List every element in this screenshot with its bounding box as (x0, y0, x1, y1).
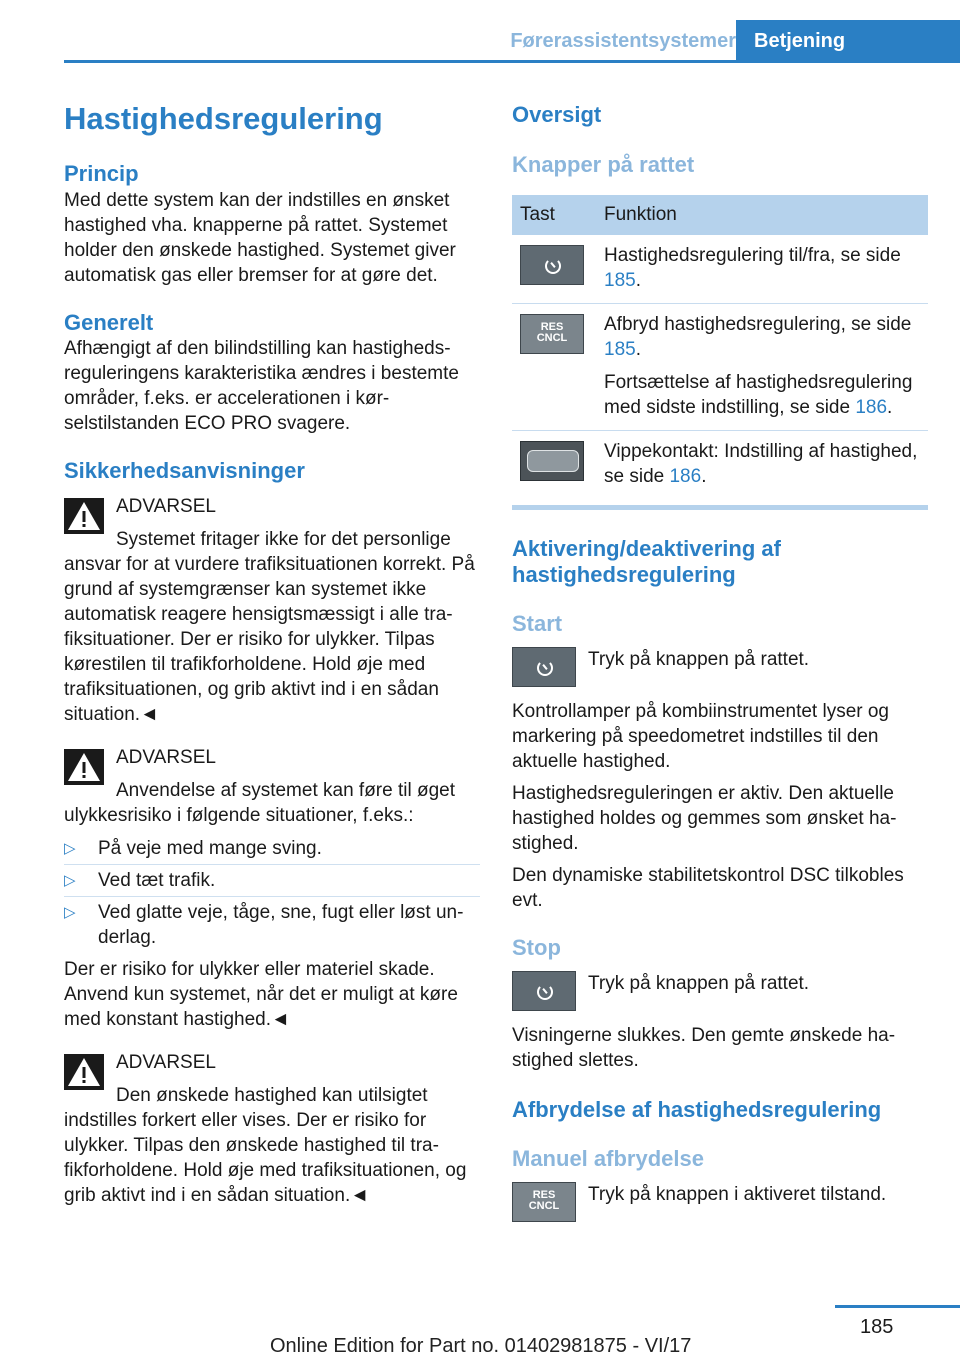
activation-heading: Aktivering/deaktivering af hastighedsregulering (512, 535, 781, 588)
warning-label: ADVARSEL (116, 496, 216, 518)
warning-block-3 (64, 1050, 480, 1208)
safety-heading: Sikkerhedsanvisninger (64, 457, 305, 483)
running-header-section: Førerassistentsystemer (510, 30, 736, 52)
left-column (64, 100, 480, 1208)
table-cell-function: Vippekontakt: Indstilling af hastighed, se side 186. (604, 440, 918, 487)
warning-text: Anvendelse af systemet kan føre til øget ulykkesrisiko i følgende situationer, f.eks.: (64, 780, 455, 827)
manual-key-row (512, 1182, 928, 1224)
page-link[interactable]: 186 (855, 396, 888, 418)
general-heading: Generelt (64, 309, 154, 335)
warning-text: Systemet fritager ikke for det personlige ansvar for at vurdere trafiksituationen korrekt. På grund af systemgrænser kan systemet ikke automatisk reagere hensigtsmæssigt i alle trafiksituationer. Der er risiko for ulykker. Tilpas kørestilen til trafikforholdene. Hold øje med trafiksituationen, og grib aktivt ind i en sådan situation.◄ (64, 529, 475, 726)
warning-block-2 (64, 745, 480, 1032)
start-paragraph-1: Kontrollamper på kombiinstrumentet lyser og markering på speedometret indstilles til den aktuelle hastighed. (512, 700, 890, 772)
table-header-key: Tast (512, 195, 596, 235)
table-row (512, 235, 928, 304)
principle-heading: Princip (64, 161, 139, 187)
table-cell-function: Afbryd hastighedsregulering, se side 185. Fortsættelse af hastighedsregulering med sidste indstilling, se side 186. (596, 303, 928, 430)
footer-rule (835, 1305, 960, 1308)
buttons-table (512, 195, 928, 499)
start-instruction: Tryk på knappen på rattet. (588, 648, 810, 670)
warning-triangle-icon (64, 498, 104, 534)
cruise-control-icon (520, 245, 584, 285)
principle-text: Med dette system kan der indstilles en ønsket hastighed vha. knapperne på rattet. Systemet holder den ønskede hastighed. Systemet giver automatisk gas eller bremser for at gøre det. (64, 189, 456, 286)
page-link[interactable]: 186 (669, 465, 702, 487)
manual-heading: Manuel afbrydelse (512, 1145, 704, 1171)
interrupt-heading: Afbrydelse af hastighedsregulering (512, 1097, 882, 1123)
page-title: Hastighedsregulering (64, 101, 383, 136)
manual-instruction: Tryk på knappen i aktiveret tilstand. (588, 1184, 887, 1206)
warning-label: ADVARSEL (116, 1052, 216, 1074)
overview-heading: Oversigt (512, 102, 602, 127)
buttons-heading: Knapper på rattet (512, 152, 695, 178)
list-item: ▷ Ved glatte veje, tåge, sne, fugt eller løst underlag. (64, 902, 464, 949)
warning-triangle-icon (64, 749, 104, 785)
stop-instruction: Tryk på knappen på rattet. (588, 973, 810, 995)
table-row (512, 303, 928, 430)
warning-triangle-icon (64, 1054, 104, 1090)
list-item: ▷ På veje med mange sving. (64, 836, 480, 861)
rocker-switch-icon (520, 441, 584, 481)
res-cncl-icon: RES CNCL (512, 1182, 576, 1222)
bullet-triangle-icon: ▷ (64, 872, 76, 890)
edition-footer: Online Edition for Part no. 01402981875 - VI/17 (270, 1335, 692, 1357)
warning-label: ADVARSEL (116, 747, 216, 769)
header-rule (64, 60, 960, 63)
page-number: 185 (860, 1316, 894, 1338)
res-cncl-icon: RES CNCL (520, 314, 584, 354)
table-bottom-rule (512, 505, 928, 510)
bullet-triangle-icon: ▷ (64, 904, 76, 922)
start-key-row (512, 647, 928, 689)
start-paragraph-2: Hastighedsreguleringen er aktiv. Den aktuelle hastighed holdes og gemmes som ønsket hastighed. (512, 782, 897, 854)
warning-block-1 (64, 494, 480, 727)
table-cell-function: Hastighedsregulering til/fra, se side 185. (596, 235, 928, 304)
warning-text: Den ønskede hastighed kan utilsigtet indstilles forkert eller vises. Der er risiko for ulykker. Tilpas den ønskede hastighed til trafikforholdene. Hold øje med trafiksituationen, og grib aktivt ind i en sådan situation.◄ (64, 1085, 467, 1207)
stop-heading: Stop (512, 934, 561, 960)
running-header-tab: Betjening (736, 20, 960, 63)
table-row (512, 430, 928, 499)
warning-bullet-list (64, 836, 480, 950)
table-header-function: Funktion (596, 195, 928, 235)
stop-paragraph-1: Visningerne slukkes. Den gemte ønskede hastighed slettes. (512, 1025, 896, 1072)
bullet-triangle-icon: ▷ (64, 840, 76, 858)
general-text: Afhængigt af den bilindstilling kan hastighedsreguleringens karakteristika ændres i bestemte områder, f.eks. er accelerationen i kørselstilstanden ECO PRO svagere. (64, 337, 459, 434)
right-column (512, 100, 928, 1224)
page-link[interactable]: 185 (604, 269, 636, 291)
start-paragraph-3: Den dynamiske stabilitetskontrol DSC tilkobles evt. (512, 864, 904, 911)
cruise-control-icon (512, 647, 576, 687)
list-item: ▷ Ved tæt trafik. (64, 868, 480, 893)
start-heading: Start (512, 610, 563, 636)
page-link[interactable]: 185 (604, 338, 636, 360)
stop-key-row (512, 971, 928, 1013)
warning-after-text: Der er risiko for ulykker eller materiel skade. Anvend kun systemet, når det er muligt at køre med konstant hastighed.◄ (64, 959, 458, 1031)
cruise-control-icon (512, 971, 576, 1011)
